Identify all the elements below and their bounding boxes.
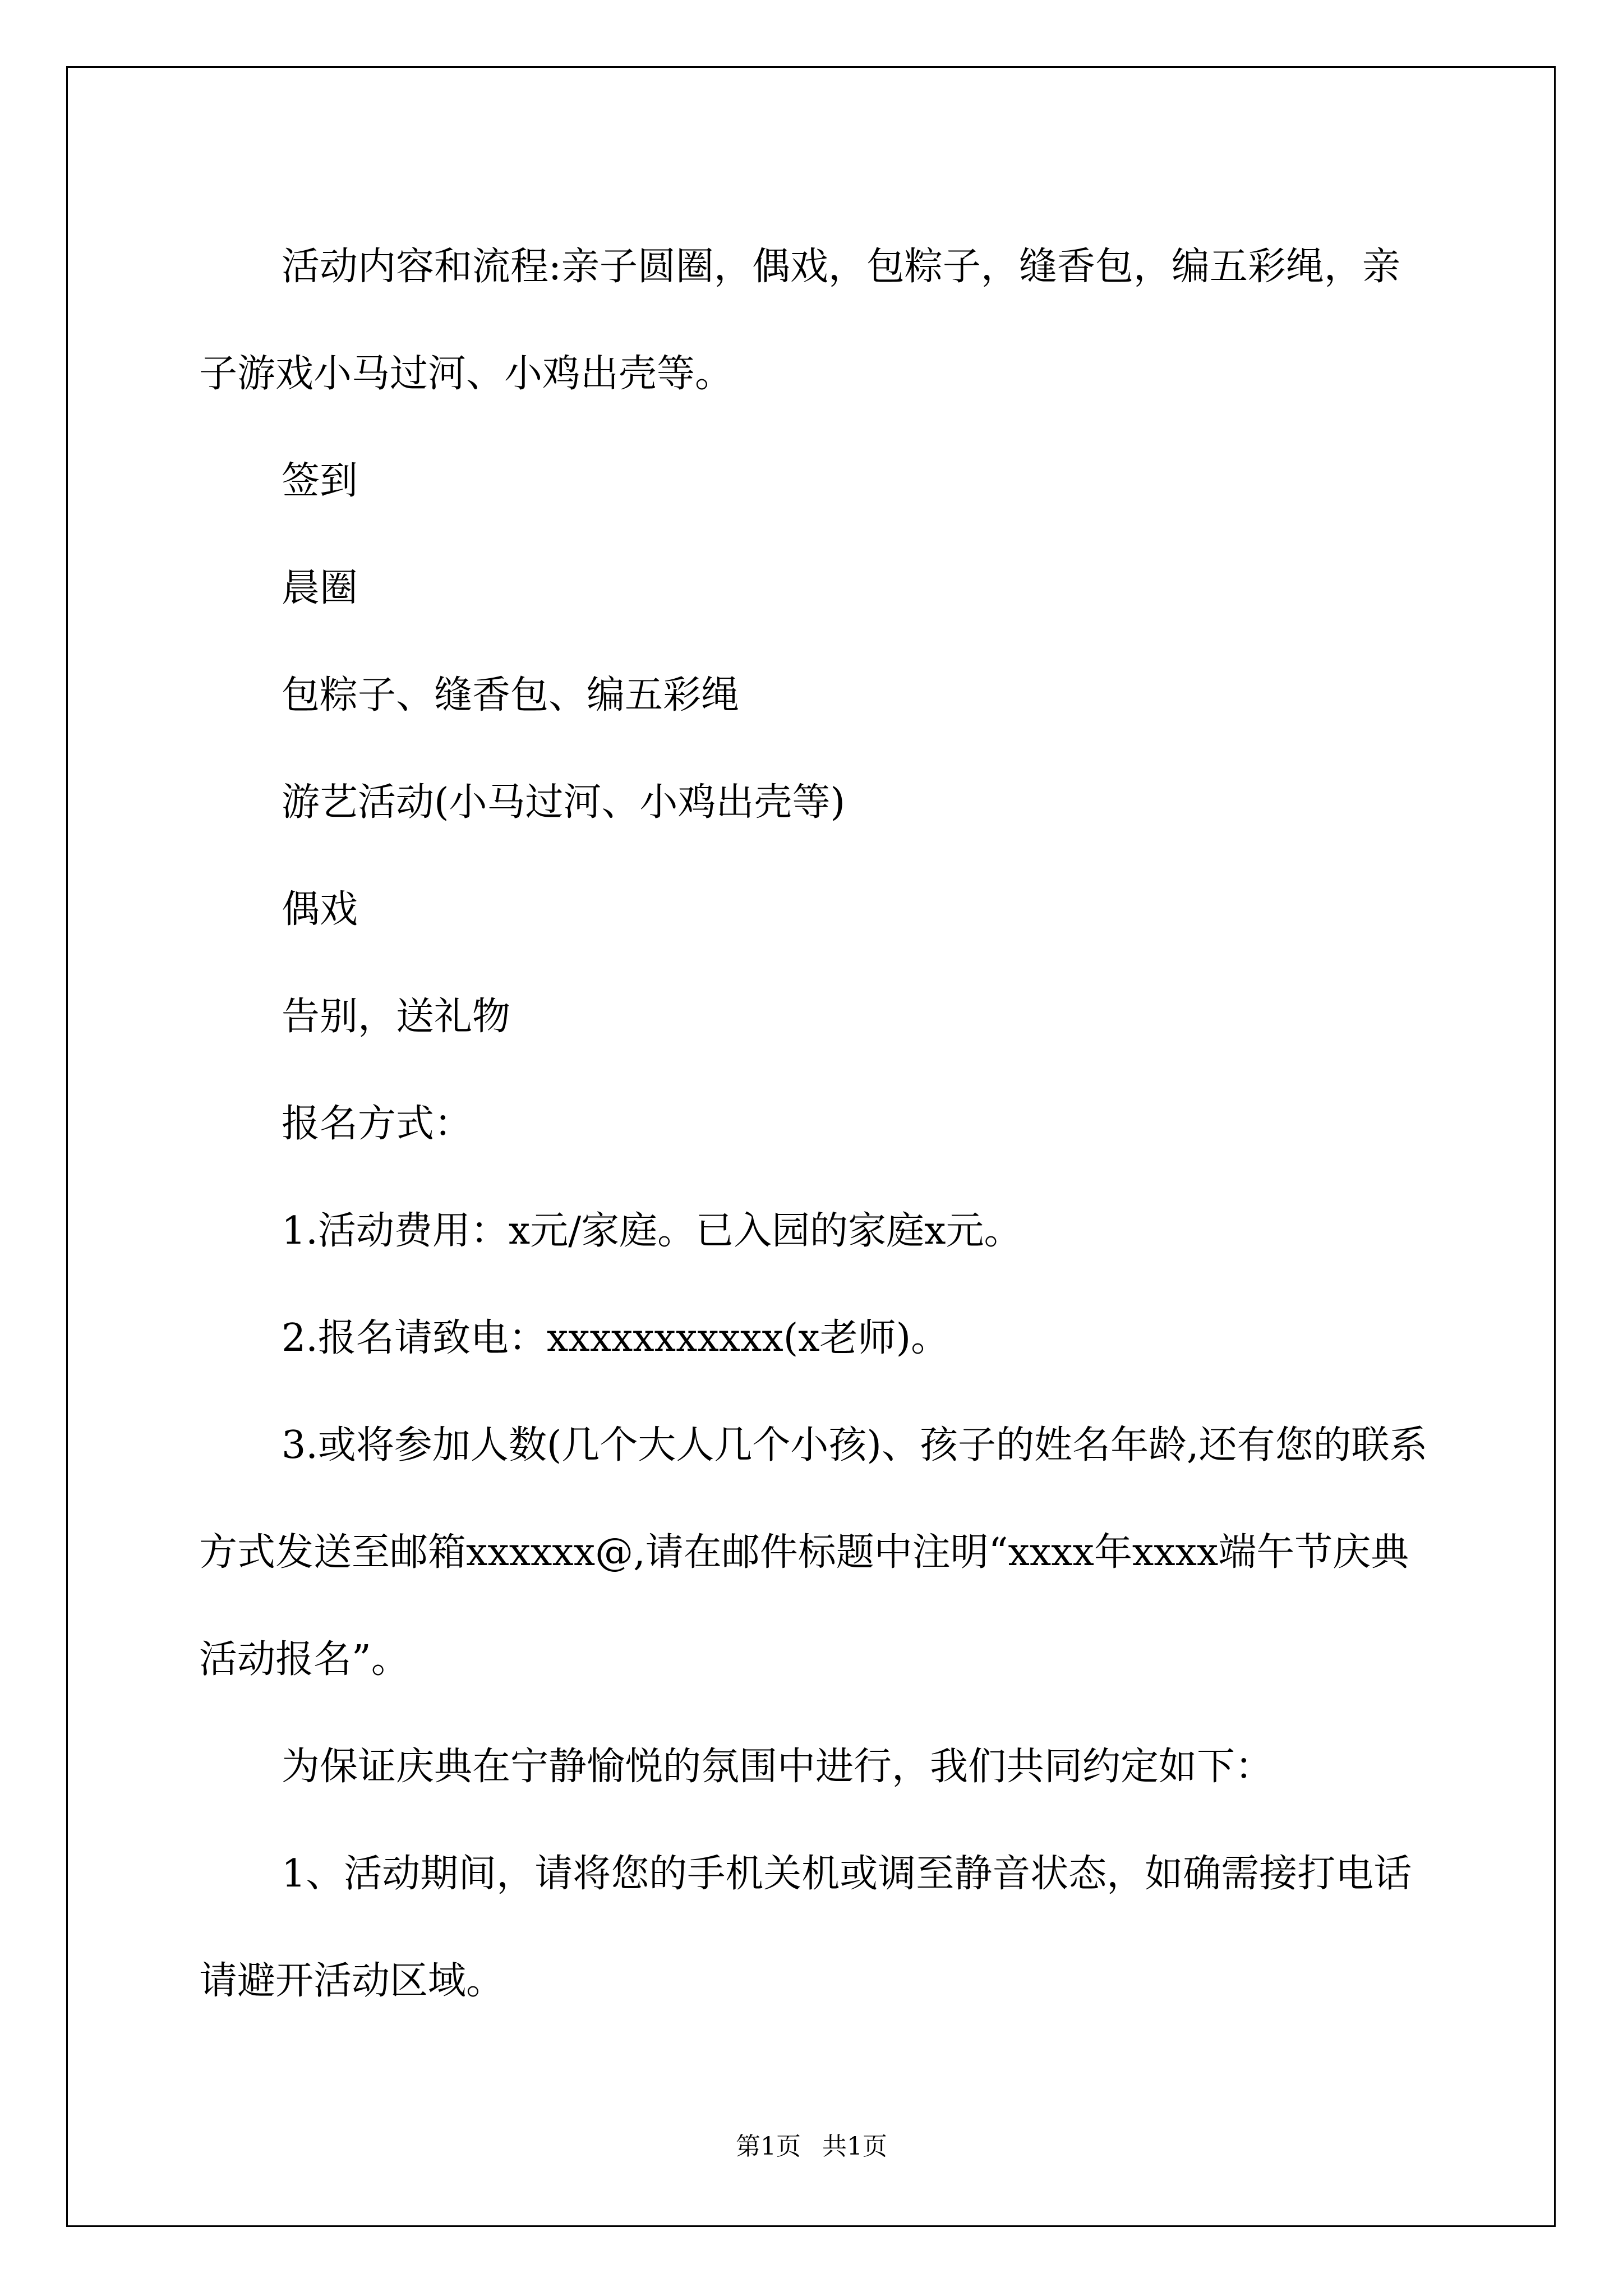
paragraph-crafts: 包粽子、缝香包、编五彩绳 xyxy=(282,673,740,717)
paragraph-registration-heading: 报名方式： xyxy=(282,1102,473,1146)
paragraph-agreement: 为保证庆典在宁静愉悦的氛围中进行，我们共同约定如下： xyxy=(282,1745,1274,1789)
page-footer xyxy=(0,2126,1623,2162)
page-total: 共1页 xyxy=(822,2132,887,2161)
paragraph-sign-in: 签到 xyxy=(282,459,358,503)
paragraph-email: 3.或将参加人数(几个大人几个小孩)、孩子的姓名年龄,还有您的联系方式发送至邮箱xxxxxx@,请在邮件标题中注明“xxxx年xxxx端午节庆典活动报名”。 xyxy=(199,1423,1428,1682)
paragraph-farewell: 告别，送礼物 xyxy=(282,995,511,1039)
paragraph-morning-circle: 晨圈 xyxy=(282,566,358,610)
paragraph-fee: 1.活动费用：x元/家庭。已入园的家庭x元。 xyxy=(282,1209,1022,1253)
document-body xyxy=(199,213,1433,2035)
paragraph-phone: 2.报名请致电：xxxxxxxxxxx(x老师)。 xyxy=(282,1316,949,1360)
paragraph-activity-content: 活动内容和流程:亲子圆圈，偶戏，包粽子，缝香包，编五彩绳，亲子游戏小马过河、小鸡出壳等。 xyxy=(199,245,1400,396)
paragraph-puppet-show: 偶戏 xyxy=(282,887,358,932)
page-number: 第1页 xyxy=(736,2132,801,2161)
paragraph-rule-1: 1、活动期间，请将您的手机关机或调至静音状态，如确需接打电话请避开活动区域。 xyxy=(199,1852,1412,2003)
paragraph-games: 游艺活动(小马过河、小鸡出壳等) xyxy=(282,780,846,825)
